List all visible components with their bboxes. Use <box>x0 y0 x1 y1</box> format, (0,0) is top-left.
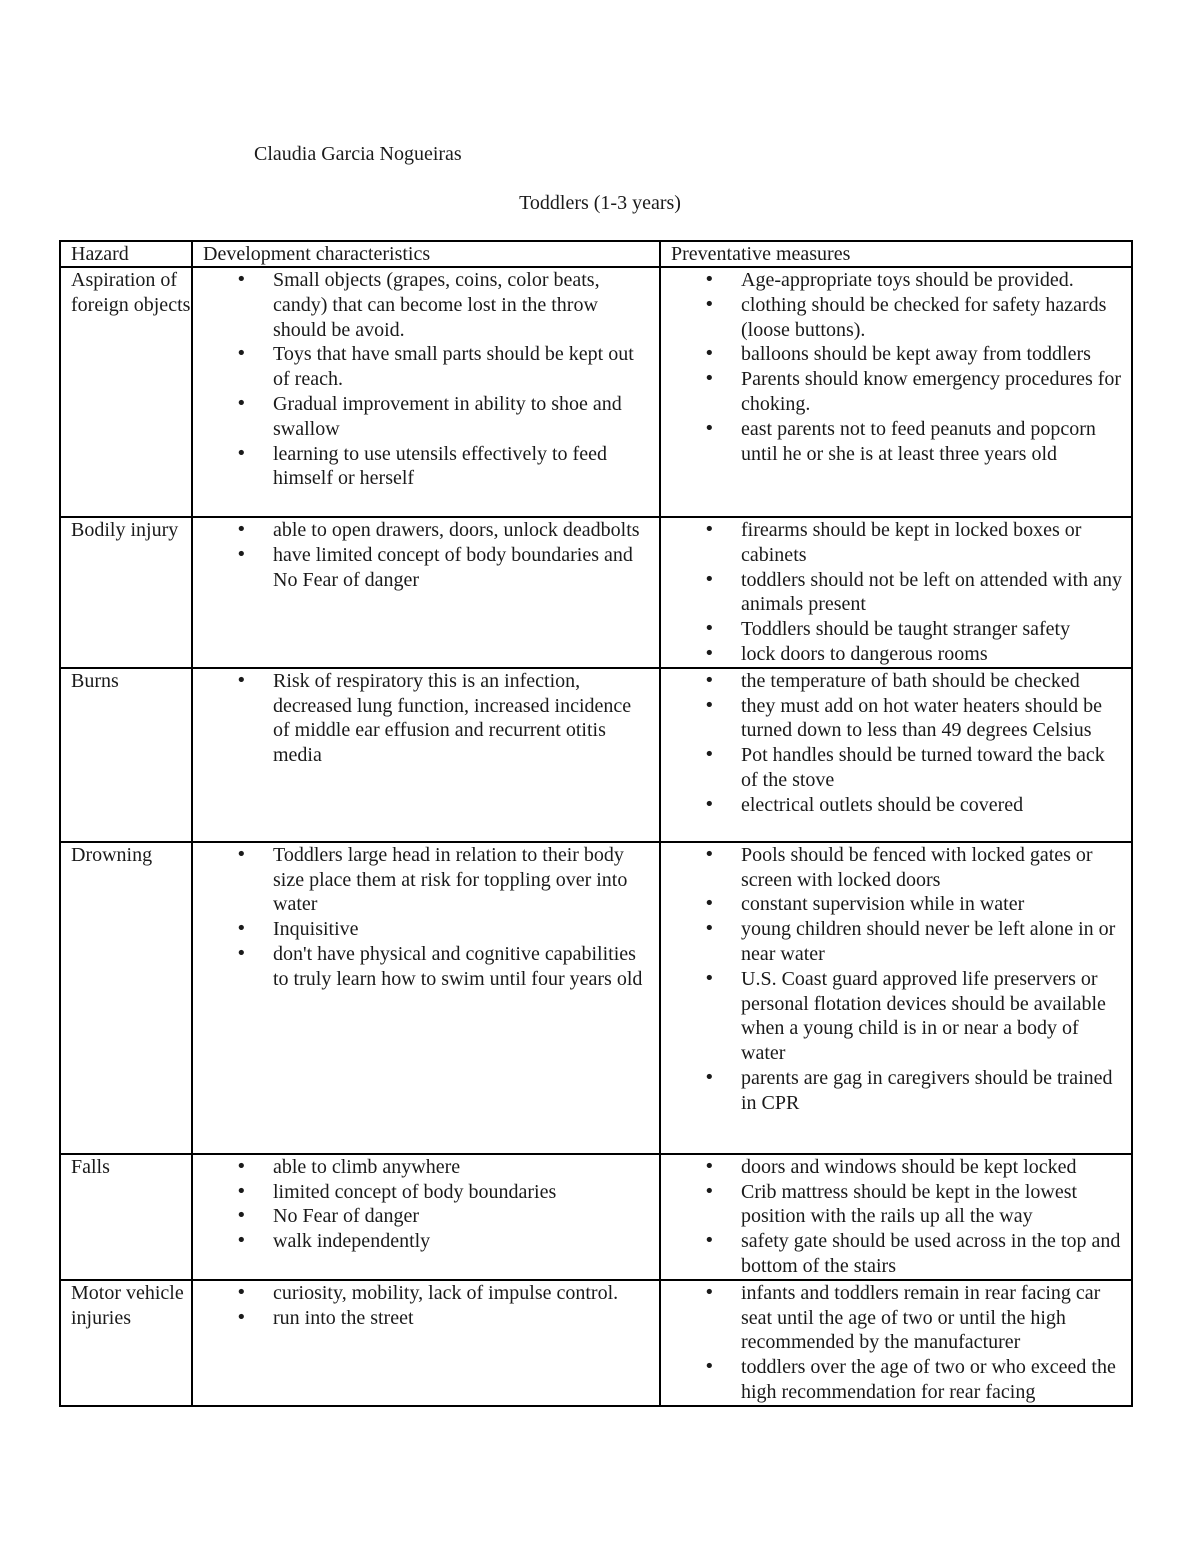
prevention-list <box>671 669 1131 818</box>
development-cell <box>192 517 660 668</box>
development-list <box>203 1155 659 1254</box>
header-hazard: Hazard <box>60 241 192 267</box>
hazard-cell: Motor vehicle injuries <box>60 1280 192 1406</box>
table-row <box>60 668 1132 842</box>
list-item: • balloons should be kept away from toddlers <box>671 342 1131 367</box>
list-item: • curiosity, mobility, lack of impulse control. <box>203 1281 659 1306</box>
development-list <box>203 669 659 768</box>
list-item: • parents are gag in caregivers should be trained in CPR <box>671 1066 1131 1116</box>
prevention-cell <box>660 842 1132 1154</box>
list-item: • able to climb anywhere <box>203 1155 659 1180</box>
document-title: Toddlers (1-3 years) <box>519 192 681 214</box>
development-cell <box>192 842 660 1154</box>
development-cell <box>192 1154 660 1280</box>
hazard-cell: Burns <box>60 668 192 842</box>
prevention-cell <box>660 517 1132 668</box>
list-item: • have limited concept of body boundaries and No Fear of danger <box>203 543 659 593</box>
list-item: • doors and windows should be kept locked <box>671 1155 1131 1180</box>
table-row <box>60 267 1132 517</box>
list-item: • clothing should be checked for safety hazards (loose buttons). <box>671 293 1131 343</box>
list-item: • No Fear of danger <box>203 1204 659 1229</box>
prevention-cell <box>660 1280 1132 1406</box>
hazard-cell: Drowning <box>60 842 192 1154</box>
list-item: • Inquisitive <box>203 917 659 942</box>
list-item: • east parents not to feed peanuts and popcorn until he or she is at least three years old <box>671 417 1131 467</box>
list-item: • Crib mattress should be kept in the lowest position with the rails up all the way <box>671 1180 1131 1230</box>
list-item: • Toddlers should be taught stranger safety <box>671 617 1131 642</box>
table-row <box>60 1154 1132 1280</box>
list-item: • constant supervision while in water <box>671 892 1131 917</box>
prevention-cell <box>660 668 1132 842</box>
list-item: • lock doors to dangerous rooms <box>671 642 1131 667</box>
table-header-row <box>60 241 1132 267</box>
prevention-list <box>671 518 1131 667</box>
list-item: • Small objects (grapes, coins, color beats, candy) that can become lost in the throw should be avoid. <box>203 268 659 342</box>
prevention-list <box>671 268 1131 466</box>
development-cell <box>192 668 660 842</box>
header-development: Development characteristics <box>192 241 660 267</box>
list-item: • Pot handles should be turned toward the back of the stove <box>671 743 1131 793</box>
list-item: • toddlers over the age of two or who exceed the high recommendation for rear facing <box>671 1355 1131 1405</box>
prevention-cell <box>660 1154 1132 1280</box>
prevention-cell <box>660 267 1132 517</box>
table-row <box>60 517 1132 668</box>
list-item: • the temperature of bath should be checked <box>671 669 1131 694</box>
list-item: • Toddlers large head in relation to their body size place them at risk for toppling over into water <box>203 843 659 917</box>
development-list <box>203 843 659 992</box>
table-row <box>60 1280 1132 1406</box>
development-list <box>203 268 659 491</box>
list-item: • able to open drawers, doors, unlock deadbolts <box>203 518 659 543</box>
list-item: • Parents should know emergency procedures for choking. <box>671 367 1131 417</box>
development-cell <box>192 267 660 517</box>
list-item: • infants and toddlers remain in rear facing car seat until the age of two or until the high recommended by the manufacturer <box>671 1281 1131 1355</box>
header-prevention: Preventative measures <box>660 241 1132 267</box>
list-item: • Risk of respiratory this is an infection, decreased lung function, increased incidence of middle ear effusion and recurrent otitis media <box>203 669 659 768</box>
list-item: • U.S. Coast guard approved life preservers or personal flotation devices should be available when a young child is in or near a body of water <box>671 967 1131 1066</box>
prevention-list <box>671 843 1131 1116</box>
list-item: • young children should never be left alone in or near water <box>671 917 1131 967</box>
list-item: • safety gate should be used across in the top and bottom of the stairs <box>671 1229 1131 1279</box>
development-list <box>203 518 659 592</box>
list-item: • firearms should be kept in locked boxes or cabinets <box>671 518 1131 568</box>
list-item: • learning to use utensils effectively to feed himself or herself <box>203 442 659 492</box>
list-item: • limited concept of body boundaries <box>203 1180 659 1205</box>
development-cell <box>192 1280 660 1406</box>
list-item: • they must add on hot water heaters should be turned down to less than 49 degrees Celsius <box>671 694 1131 744</box>
list-item: • Age-appropriate toys should be provided. <box>671 268 1131 293</box>
list-item: • toddlers should not be left on attended with any animals present <box>671 568 1131 618</box>
development-list <box>203 1281 659 1331</box>
list-item: • Pools should be fenced with locked gates or screen with locked doors <box>671 843 1131 893</box>
hazard-table <box>59 240 1133 1407</box>
list-item: • walk independently <box>203 1229 659 1254</box>
table-row <box>60 842 1132 1154</box>
list-item: • run into the street <box>203 1306 659 1331</box>
author-name: Claudia Garcia Nogueiras <box>254 143 462 165</box>
prevention-list <box>671 1281 1131 1405</box>
list-item: • Gradual improvement in ability to shoe and swallow <box>203 392 659 442</box>
list-item: • Toys that have small parts should be kept out of reach. <box>203 342 659 392</box>
hazard-cell: Aspiration of foreign objects <box>60 267 192 517</box>
hazard-cell: Falls <box>60 1154 192 1280</box>
hazard-cell: Bodily injury <box>60 517 192 668</box>
list-item: • don't have physical and cognitive capabilities to truly learn how to swim until four years old <box>203 942 659 992</box>
list-item: • electrical outlets should be covered <box>671 793 1131 818</box>
prevention-list <box>671 1155 1131 1279</box>
